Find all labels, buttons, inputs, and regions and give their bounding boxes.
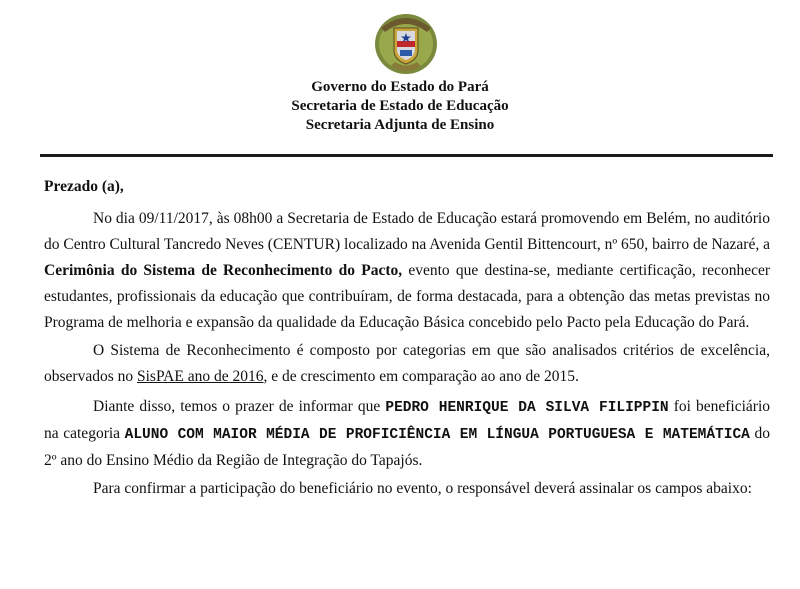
sispae-reference: SisPAE ano de 2016	[137, 368, 264, 385]
paragraph-beneficiary	[44, 394, 770, 474]
p3-text-a: Diante disso, temos o prazer de informar que	[93, 398, 386, 415]
ceremony-name: Cerimônia do Sistema de Reconhecimento do Pacto,	[44, 262, 403, 279]
p1-text-c: evento que destina-se, mediante certificação, reconhecer estudantes, profissionais da educação que contribuíram, de forma destacada, para a obtenção das metas previstas no Programa de melhoria e expansão da qualidade da Educação Básica concebido pelo Pacto pela Educação do Pará.	[44, 262, 770, 331]
letter-body	[44, 176, 770, 504]
adjunct-secretariat-title: Secretaria Adjunta de Ensino	[305, 117, 495, 133]
beneficiary-name: PEDRO HENRIQUE DA SILVA FILIPPIN	[385, 400, 669, 416]
p1-text-a: No dia 09/11/2017, às 08h00 a Secretaria de Estado de Educação estará promovendo em Belém, no auditório do Centro Cultural Tancredo Neves (CENTUR) localizado na Avenida Gentil Bittencourt, nº 650, bairro de Nazaré, a	[44, 210, 770, 253]
secretariat-title: Secretaria de Estado de Educação	[291, 98, 509, 114]
letterhead	[0, 78, 800, 135]
paragraph-system	[44, 338, 770, 390]
government-title: Governo do Estado do Pará	[311, 79, 489, 95]
header-divider	[40, 154, 773, 157]
award-category: ALUNO COM MAIOR MÉDIA DE PROFICIÊNCIA EM LÍNGUA PORTUGUESA E MATEMÁTICA	[124, 427, 750, 443]
p2-text-a: O Sistema de Reconhecimento é composto por categorias em que são analisados critérios de excelência, observados no	[44, 342, 770, 385]
paragraph-event	[44, 206, 770, 336]
coat-of-arms-icon	[371, 6, 441, 78]
p3-text-e: do 2º ano do Ensino Médio da Região de Integração do Tapajós.	[44, 425, 770, 469]
p3-text-c: foi beneficiário na categoria	[44, 398, 770, 442]
paragraph-confirmation: Para confirmar a participação do beneficiário no evento, o responsável deverá assinalar os campos abaixo:	[93, 480, 752, 497]
salutation: Prezado (a),	[44, 178, 124, 195]
p2-text-c: , e de crescimento em comparação ao ano de 2015.	[263, 368, 579, 385]
